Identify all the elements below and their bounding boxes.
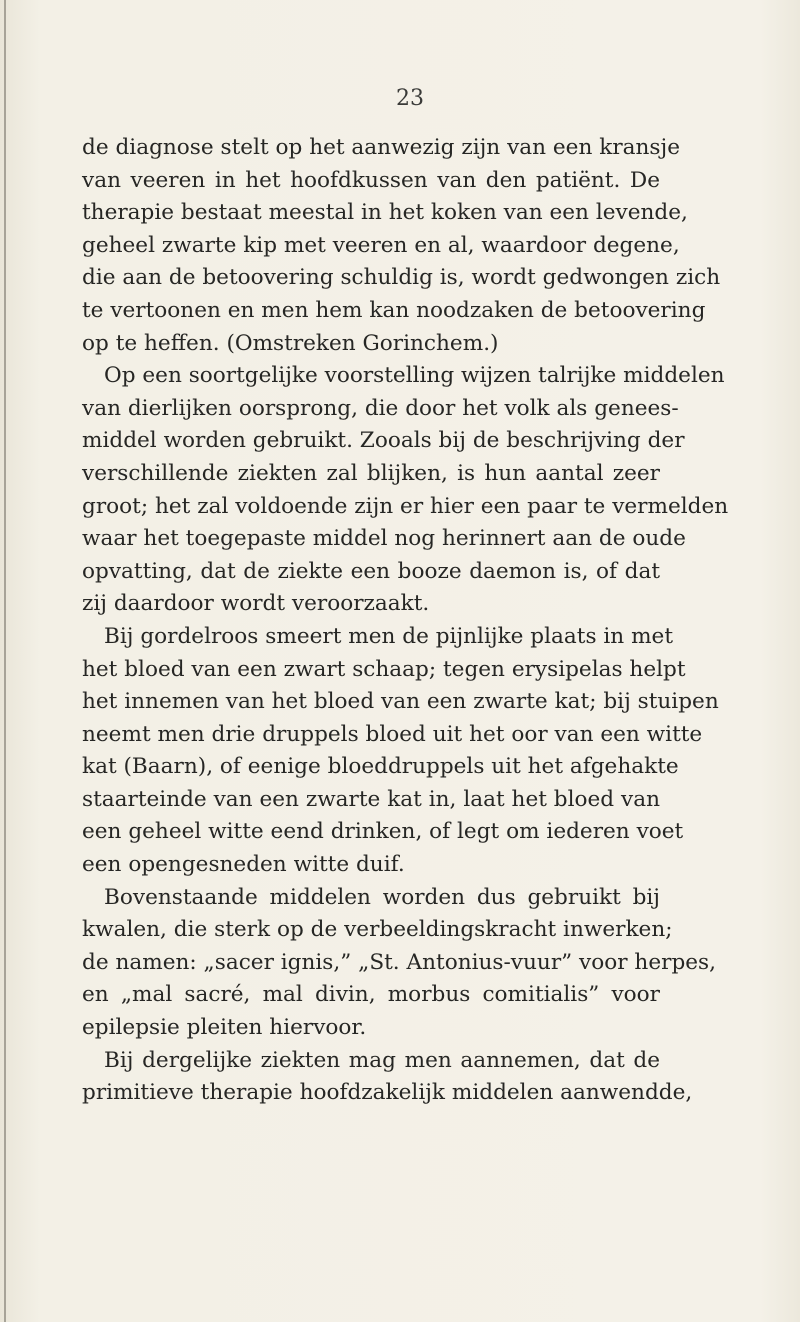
- paragraph: [82, 882, 716, 1045]
- text-line: Bij dergelijke ziekten mag men aannemen, dat de: [104, 1047, 660, 1073]
- text-line: Bij gordelroos smeert men de pijnlijke plaats in met: [104, 623, 674, 649]
- text-line: van dierlijken oorsprong, die door het volk als genees-: [82, 395, 679, 421]
- text-line: op te heffen. (Omstreken Gorinchem.): [82, 330, 499, 356]
- text-line: Op een soortgelijke voorstelling wijzen talrijke middelen: [104, 363, 725, 389]
- page-edge-shadow: [4, 0, 6, 1322]
- text-line: kwalen, die sterk op de verbeeldingskracht inwerken;: [82, 917, 673, 943]
- text-line: het bloed van een zwart schaap; tegen erysipelas helpt: [82, 656, 686, 682]
- text-line: en „mal sacré, mal divin, morbus comitialis” voor: [82, 982, 660, 1008]
- text-line: neemt men drie druppels bloed uit het oor van een witte: [82, 721, 703, 747]
- text-line: geheel zwarte kip met veeren en al, waardoor degene,: [82, 232, 680, 258]
- text-line: zij daardoor wordt veroorzaakt.: [82, 591, 430, 617]
- text-line: primitieve therapie hoofdzakelijk middelen aanwendde,: [82, 1080, 693, 1106]
- text-line: die aan de betoovering schuldig is, wordt gedwongen zich: [82, 265, 721, 291]
- text-line: waar het toegepaste middel nog herinnert aan de oude: [82, 526, 686, 552]
- text-line: het innemen van het bloed van een zwarte kat; bij stuipen: [82, 689, 719, 715]
- text-line: middel worden gebruikt. Zooals bij de beschrijving der: [82, 428, 685, 454]
- text-line: Bovenstaande middelen worden dus gebruikt bij: [104, 884, 660, 910]
- text-line: een geheel witte eend drinken, of legt om iederen voet: [82, 819, 684, 845]
- page-number: 23: [396, 86, 424, 111]
- text-line: de diagnose stelt op het aanwezig zijn van een kransje: [82, 135, 680, 160]
- text-line: opvatting, dat de ziekte een booze daemon is, of dat: [82, 558, 660, 584]
- body-text: [82, 132, 729, 1110]
- text-line: groot; het zal voldoende zijn er hier een paar te vermelden: [82, 493, 729, 519]
- text-line: therapie bestaat meestal in het koken van een levende,: [82, 200, 688, 226]
- paragraph: [82, 1045, 693, 1110]
- text-line: een opengesneden witte duif.: [82, 852, 405, 878]
- text-line: de namen: „sacer ignis,” „St. Antonius-vuur” voor herpes,: [82, 949, 716, 975]
- paragraph: [82, 621, 719, 882]
- text-line: te vertoonen en men hem kan noodzaken de betoovering: [82, 297, 706, 323]
- text-line: verschillende ziekten zal blijken, is hun aantal zeer: [82, 460, 660, 486]
- text-line: epilepsie pleiten hiervoor.: [82, 1015, 367, 1041]
- text-line: van veeren in het hoofdkussen van den patiënt. De: [82, 167, 660, 193]
- paragraph: [82, 132, 721, 360]
- paragraph: [82, 360, 729, 621]
- text-line: staarteinde van een zwarte kat in, laat het bloed van: [82, 786, 660, 812]
- text-line: kat (Baarn), of eenige bloeddruppels uit het afgehakte: [82, 754, 679, 780]
